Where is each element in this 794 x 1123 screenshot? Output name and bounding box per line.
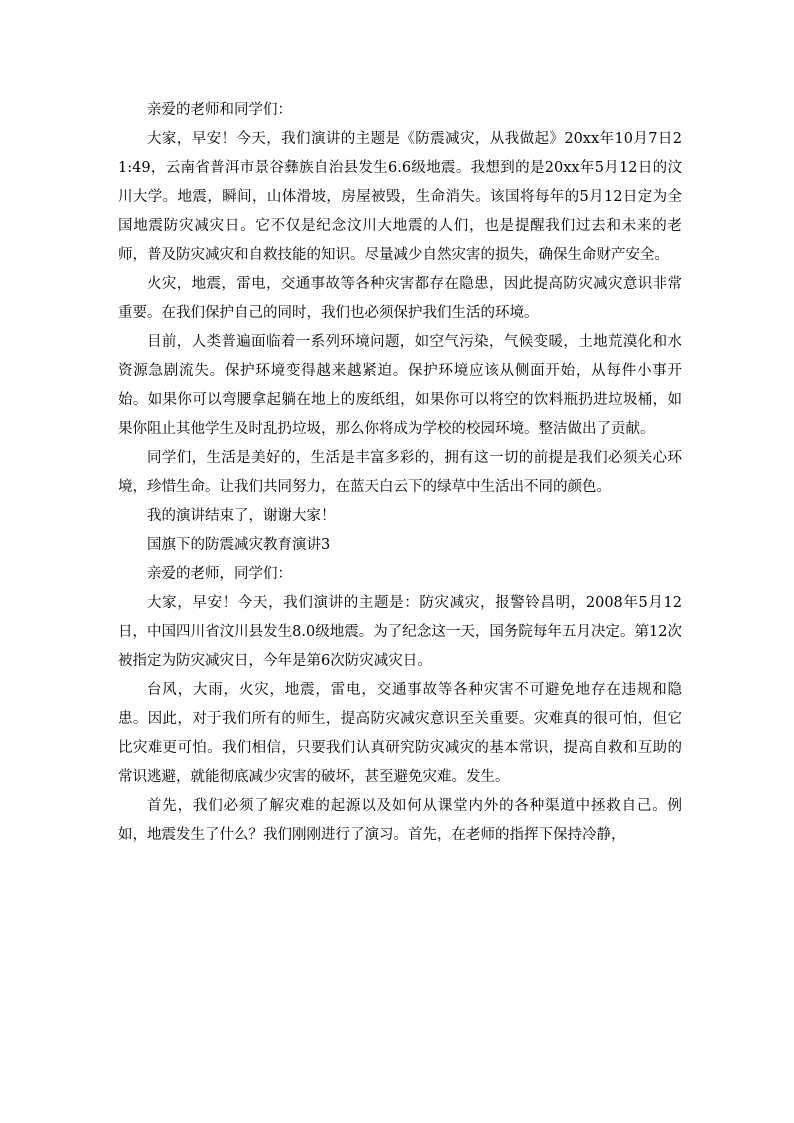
document-page <box>118 96 682 850</box>
paragraph-disasters: 台风，大雨，火灾，地震，雷电，交通事故等各种灾害不可避免地存在违规和隐患。因此，对于我们所有的师生，提高防灾减灾意识至关重要。灾难真的很可怕，但它比灾难更可怕。我们相信，只要我们认真研究防灾减灾的基本常识，提高自救和互助的常识逃避，就能彻底减少灾害的破坏，甚至避免灾难。发生。 <box>118 682 682 785</box>
paragraph-greeting-2: 亲爱的老师，同学们： <box>147 566 292 582</box>
paragraph-environment: 目前，人类普遍面临着一系列环境问题，如空气污染，气候变暖，土地荒漠化和水资源急剧流失。保护环境变得越来越紧迫。保护环境应该从侧面开始，从每件小事开始。如果你可以弯腰拿起躺在地上的废纸组，如果你可以将空的饮料瓶扔进垃圾桶，如果你阻止其他学生及时乱扔垃圾，那么你将成为学校的校园环境。整洁做出了贡献。 <box>118 334 682 437</box>
paragraph-intro-2: 大家，早安！今天，我们演讲的主题是：防灾减灾，报警铃昌明，2008年5月12日，中国四川省汶川县发生8.0级地震。为了纪念这一天，国务院每年五月决定。第12次被指定为防灾减灾日，今年是第6次防灾减灾日。 <box>118 595 682 669</box>
paragraph-greeting-1: 亲爱的老师和同学们： <box>147 102 292 118</box>
section-heading-speech-3: 国旗下的防震减灾教育演讲3 <box>147 537 331 553</box>
paragraph-life: 同学们，生活是美好的，生活是丰富多彩的，拥有这一切的前提是我们必须关心环境，珍惜生命。让我们共同努力，在蓝天白云下的绿草中生活出不同的颜色。 <box>118 450 682 495</box>
paragraph-closing-1: 我的演讲结束了，谢谢大家！ <box>147 508 336 524</box>
paragraph-intro-1: 大家，早安！今天，我们演讲的主题是《防震减灾，从我做起》20xx年10月7日21:49，云南省普洱市景谷彝族自治县发生6.6级地震。我想到的是20xx年5月12日的汶川大学。地震，瞬间，山体滑坡，房屋被毁，生命消失。该国将每年的5月12日定为全国地震防灾减灾日。它不仅是纪念汶川大地震的人们，也是提醒我们过去和未来的老师，普及防灾减灾和自救技能的知识。尽量减少自然灾害的损失，确保生命财产安全。 <box>118 131 682 263</box>
paragraph-hazards: 火灾，地震，雷电，交通事故等各种灾害都存在隐患，因此提高防灾减灾意识非常重要。在我们保护自己的同时，我们也必须保护我们生活的环境。 <box>118 276 682 321</box>
paragraph-first-step: 首先，我们必须了解灾难的起源以及如何从课堂内外的各种渠道中拯救自己。例如，地震发生了什么？我们刚刚进行了演习。首先，在老师的指挥下保持冷静， <box>118 798 682 843</box>
